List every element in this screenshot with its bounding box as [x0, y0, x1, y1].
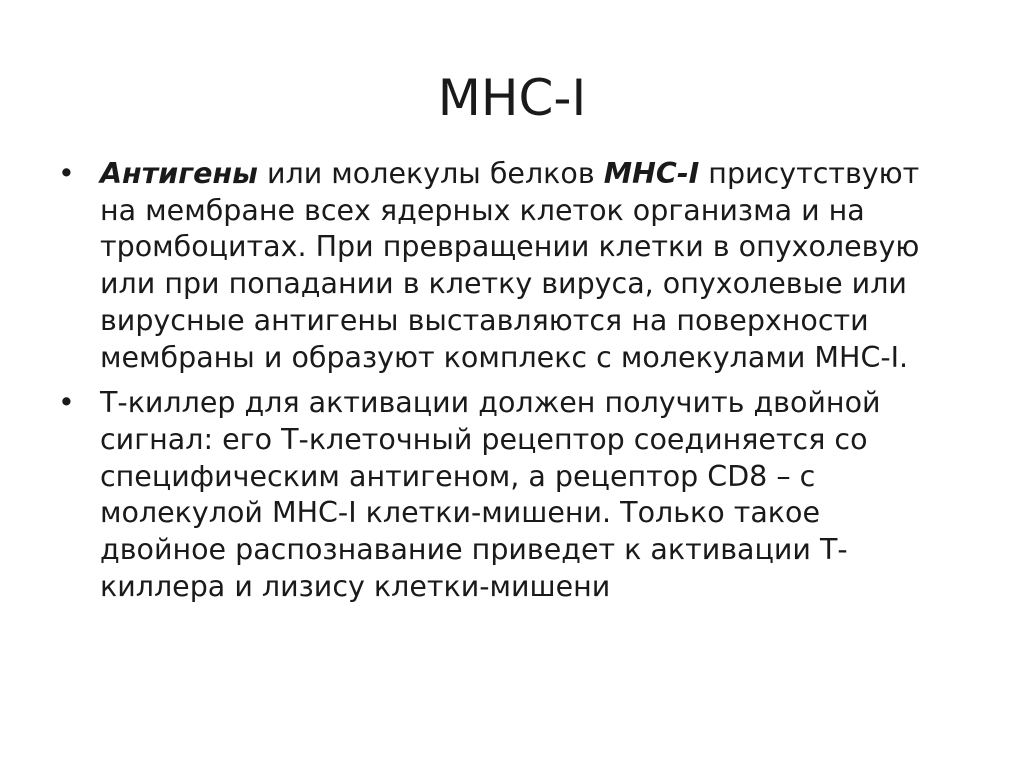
bullet-item-antigens — [58, 156, 938, 376]
bullet-icon: • — [58, 386, 75, 420]
term-antigens: Антигены — [100, 157, 258, 190]
bullet-item-t-killer — [58, 385, 938, 605]
bullet-list — [58, 156, 938, 614]
bullet-text-part-2: присутствуют на мембране всех ядерных клеток организма и на тромбоцитах. При превращении клетки в опухолевую или при попадании в клетку вируса, опухолевые или вирусные антигены выставляются на поверхности мембраны и образуют комплекс с молекулами MHC-I. — [100, 157, 920, 374]
slide-title: MHC-I — [437, 69, 587, 127]
term-mhc-i: MHC-I — [603, 157, 700, 190]
bullet-text: Т-киллер для активации должен получить двойной сигнал: его Т-клеточный рецептор соединяется со специфическим антигеном, а рецептор CD8 – с молекулой MHC-I клетки-мишени. Только такое двойное распознавание приведет к активации Т-киллера и лизису клетки-мишени — [100, 386, 881, 603]
bullet-icon: • — [58, 157, 75, 190]
bullet-text-part-1: или молекулы белков — [257, 157, 604, 190]
